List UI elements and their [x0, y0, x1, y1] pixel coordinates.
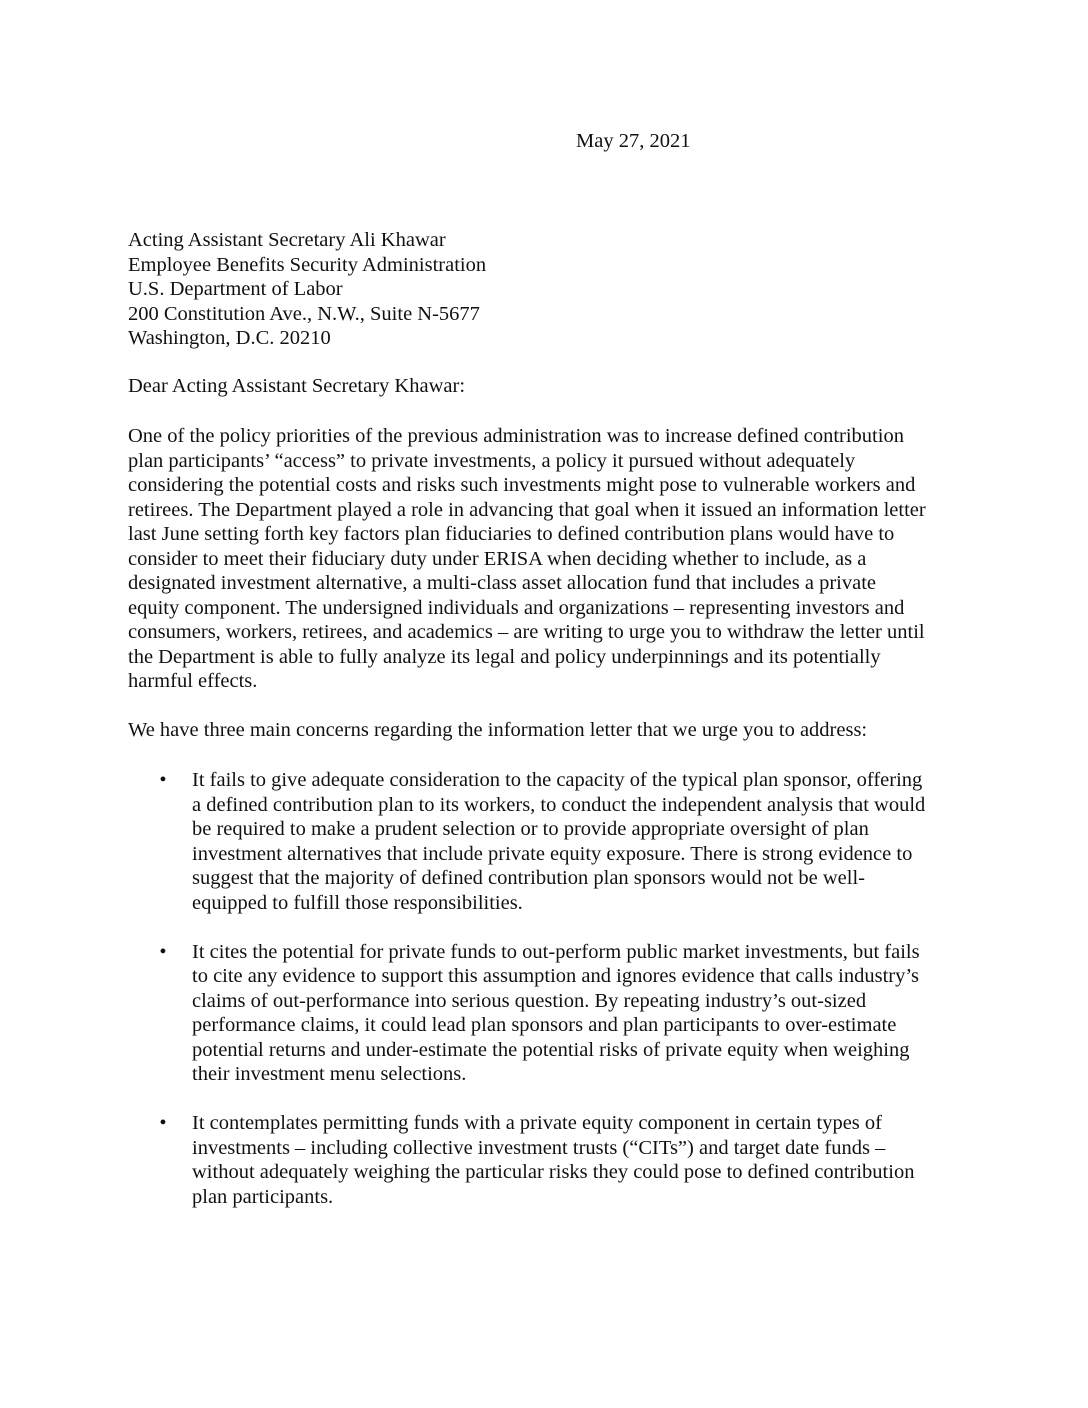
concern-line: plan participants. — [192, 1185, 334, 1208]
address-line: U.S. Department of Labor — [128, 278, 343, 300]
paragraph-line: plan participants’ “access” to private investments, a policy it pursued without adequately — [128, 449, 856, 472]
concern-line: investments – including collective investment trusts (“CITs”) and target date funds – — [192, 1136, 886, 1159]
bullet-icon: • — [159, 769, 167, 791]
concern-line: equipped to fulfill those responsibilities. — [192, 891, 523, 914]
paragraph-line: considering the potential costs and risks such investments might pose to vulnerable workers and — [128, 474, 916, 496]
paragraph-line: consumers, workers, retirees, and academics – are writing to urge you to withdraw the letter until — [128, 621, 925, 643]
paragraph-line: last June setting forth key factors plan fiduciaries to defined contribution plans would have to — [128, 523, 895, 545]
address-line: Acting Assistant Secretary Ali Khawar — [128, 229, 446, 251]
paragraph-line: designated investment alternative, a multi-class asset allocation fund that includes a private — [128, 572, 877, 594]
concern-line: without adequately weighing the particular risks they could pose to defined contribution — [192, 1161, 915, 1183]
concerns-intro-paragraph — [128, 718, 968, 743]
concern-line: a defined contribution plan to its workers, to conduct the independent analysis that would — [192, 793, 926, 816]
concern-line: suggest that the majority of defined contribution plan sponsors would not be well- — [192, 867, 865, 889]
address-line: 200 Constitution Ave., N.W., Suite N-5677 — [128, 302, 480, 325]
paragraph-line: the Department is able to fully analyze its legal and policy underpinnings and its potentially — [128, 645, 881, 668]
concern-item — [128, 940, 968, 1087]
concern-line: investment alternatives that include private equity exposure. There is strong evidence to — [192, 842, 913, 865]
concern-line: It cites the potential for private funds to out-perform public market investments, but fails — [192, 940, 920, 963]
paragraph-line: We have three main concerns regarding the information letter that we urge you to address: — [128, 719, 868, 741]
intro-paragraph — [128, 424, 968, 694]
concern-line: performance claims, it could lead plan sponsors and plan participants to over-estimate — [192, 1014, 897, 1036]
letter-date: May 27, 2021 — [576, 130, 691, 152]
concern-line: claims of out-performance into serious question. By repeating industry’s out-sized — [192, 989, 867, 1012]
concern-line: It contemplates permitting funds with a private equity component in certain types of — [192, 1112, 882, 1134]
recipient-address — [128, 228, 486, 351]
concern-item — [128, 1111, 968, 1209]
concern-line: potential returns and under-estimate the potential risks of private equity when weighing — [192, 1038, 910, 1061]
paragraph-line: consider to meet their fiduciary duty under ERISA when deciding whether to include, as a — [128, 547, 867, 570]
concern-item — [128, 768, 968, 915]
bullet-icon: • — [159, 1112, 167, 1134]
concerns-list — [128, 768, 968, 1234]
salutation: Dear Acting Assistant Secretary Khawar: — [128, 375, 466, 397]
concern-line: be required to make a prudent selection or to provide appropriate oversight of plan — [192, 818, 869, 840]
paragraph-line: One of the policy priorities of the previous administration was to increase defined contribution — [128, 425, 904, 447]
address-line: Washington, D.C. 20210 — [128, 327, 331, 349]
paragraph-line: equity component. The undersigned individuals and organizations – representing investors and — [128, 596, 905, 619]
address-line: Employee Benefits Security Administration — [128, 253, 487, 276]
bullet-icon: • — [159, 940, 167, 963]
concern-line: to cite any evidence to support this assumption and ignores evidence that calls industry’s — [192, 965, 920, 987]
paragraph-line: harmful effects. — [128, 670, 258, 692]
concern-line: It fails to give adequate consideration to the capacity of the typical plan sponsor, offering — [192, 769, 923, 791]
paragraph-line: retirees. The Department played a role in advancing that goal when it issued an information letter — [128, 498, 926, 521]
concern-line: their investment menu selections. — [192, 1063, 467, 1085]
